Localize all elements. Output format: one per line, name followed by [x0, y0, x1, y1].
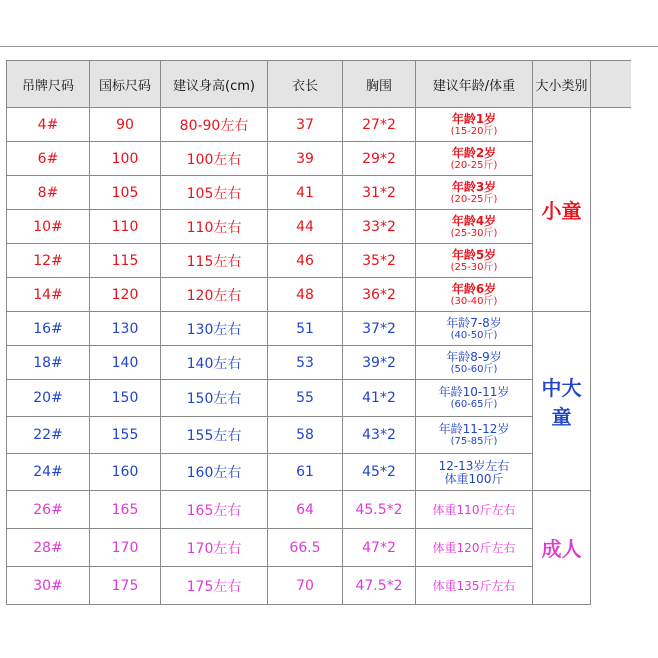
chest-cell: 41*2 — [343, 380, 416, 417]
chest-cell: 31*2 — [343, 176, 416, 210]
tag-size-cell: 8# — [7, 176, 90, 210]
weight-text: (75-85斤) — [450, 436, 498, 447]
weight-text: (25-30斤) — [450, 261, 498, 273]
height-cell: 115左右 — [161, 244, 268, 278]
age-text: 年龄8-9岁 — [446, 349, 502, 364]
chest-cell: 37*2 — [343, 312, 416, 346]
header-category: 大小类别 — [533, 61, 591, 108]
tag-size-cell: 10# — [7, 210, 90, 244]
age-weight-cell — [416, 142, 533, 176]
length-cell: 61 — [268, 454, 343, 491]
header-chest: 胸围 — [343, 61, 416, 108]
weight-text: 体重100斤 — [444, 471, 504, 486]
height-cell: 165左右 — [161, 491, 268, 529]
chest-cell: 43*2 — [343, 417, 416, 454]
age-weight-cell — [416, 176, 533, 210]
height-cell: 130左右 — [161, 312, 268, 346]
table-row — [7, 108, 631, 142]
tag-size-cell: 30# — [7, 567, 90, 605]
height-cell: 120左右 — [161, 278, 268, 312]
weight-text: (60-65斤) — [450, 399, 498, 410]
age-text: 年龄5岁 — [451, 247, 497, 262]
age-text: 年龄1岁 — [451, 111, 497, 126]
standard-size-cell: 150 — [90, 380, 161, 417]
tag-size-cell: 16# — [7, 312, 90, 346]
tag-size-cell: 12# — [7, 244, 90, 278]
height-cell: 160左右 — [161, 454, 268, 491]
length-cell: 66.5 — [268, 529, 343, 567]
age-text: 年龄6岁 — [451, 281, 497, 296]
tag-size-cell: 4# — [7, 108, 90, 142]
length-cell: 55 — [268, 380, 343, 417]
weight-text: (15-20斤) — [450, 125, 498, 137]
age-text: 年龄10-11岁 — [438, 385, 510, 399]
age-weight-cell — [416, 491, 533, 529]
age-text: 年龄2岁 — [451, 145, 497, 160]
length-cell: 53 — [268, 346, 343, 380]
weight-text: (20-25斤) — [450, 193, 498, 205]
tag-size-cell: 28# — [7, 529, 90, 567]
height-cell: 80-90左右 — [161, 108, 268, 142]
header-length: 衣长 — [268, 61, 343, 108]
age-weight-cell — [416, 210, 533, 244]
chest-cell: 29*2 — [343, 142, 416, 176]
chest-cell: 36*2 — [343, 278, 416, 312]
weight-text: (20-25斤) — [450, 159, 498, 171]
header-filler — [591, 61, 631, 108]
tag-size-cell: 18# — [7, 346, 90, 380]
age-weight-cell — [416, 380, 533, 417]
standard-size-cell: 120 — [90, 278, 161, 312]
age-weight-cell — [416, 454, 533, 491]
tag-size-cell: 22# — [7, 417, 90, 454]
weight-text: (40-50斤) — [450, 329, 498, 341]
tag-size-cell: 14# — [7, 278, 90, 312]
chest-cell: 47.5*2 — [343, 567, 416, 605]
top-divider — [0, 46, 658, 47]
weight-text: 体重120斤左右 — [432, 540, 516, 555]
length-cell: 44 — [268, 210, 343, 244]
standard-size-cell: 160 — [90, 454, 161, 491]
age-weight-cell — [416, 417, 533, 454]
header-tag-size: 吊牌尺码 — [7, 61, 90, 108]
header-age-weight: 建议年龄/体重 — [416, 61, 533, 108]
length-cell: 41 — [268, 176, 343, 210]
length-cell: 39 — [268, 142, 343, 176]
chest-cell: 45*2 — [343, 454, 416, 491]
tag-size-cell: 24# — [7, 454, 90, 491]
chest-cell: 45.5*2 — [343, 491, 416, 529]
filler-column — [591, 108, 631, 605]
age-weight-cell — [416, 346, 533, 380]
standard-size-cell: 175 — [90, 567, 161, 605]
length-cell: 37 — [268, 108, 343, 142]
age-text: 年龄11-12岁 — [438, 422, 510, 436]
standard-size-cell: 130 — [90, 312, 161, 346]
length-cell: 70 — [268, 567, 343, 605]
weight-text: (50-60斤) — [450, 363, 498, 375]
standard-size-cell: 170 — [90, 529, 161, 567]
tag-size-cell: 6# — [7, 142, 90, 176]
standard-size-cell: 155 — [90, 417, 161, 454]
weight-text: (25-30斤) — [450, 227, 498, 239]
age-weight-cell — [416, 278, 533, 312]
height-cell: 150左右 — [161, 380, 268, 417]
chest-cell: 27*2 — [343, 108, 416, 142]
standard-size-cell: 105 — [90, 176, 161, 210]
age-weight-cell — [416, 108, 533, 142]
category-small: 小童 — [533, 108, 591, 312]
length-cell: 48 — [268, 278, 343, 312]
height-cell: 105左右 — [161, 176, 268, 210]
height-cell: 140左右 — [161, 346, 268, 380]
height-cell: 100左右 — [161, 142, 268, 176]
age-text: 年龄4岁 — [451, 213, 497, 228]
height-cell: 175左右 — [161, 567, 268, 605]
length-cell: 58 — [268, 417, 343, 454]
age-weight-cell — [416, 244, 533, 278]
age-weight-cell — [416, 312, 533, 346]
standard-size-cell: 110 — [90, 210, 161, 244]
size-chart-table — [6, 60, 631, 605]
category-medium: 中大童 — [533, 312, 591, 491]
chest-cell: 33*2 — [343, 210, 416, 244]
standard-size-cell: 115 — [90, 244, 161, 278]
standard-size-cell: 140 — [90, 346, 161, 380]
tag-size-cell: 20# — [7, 380, 90, 417]
header-standard-size: 国标尺码 — [90, 61, 161, 108]
age-text: 12-13岁左右 — [438, 458, 510, 473]
chest-cell: 39*2 — [343, 346, 416, 380]
age-text: 年龄7-8岁 — [446, 315, 502, 330]
weight-text: (30-40斤) — [450, 295, 498, 307]
weight-text: 体重135斤左右 — [432, 578, 516, 593]
table-row — [7, 312, 631, 346]
age-weight-cell — [416, 567, 533, 605]
height-cell: 170左右 — [161, 529, 268, 567]
chest-cell: 47*2 — [343, 529, 416, 567]
age-weight-cell — [416, 529, 533, 567]
standard-size-cell: 100 — [90, 142, 161, 176]
category-adult: 成人 — [533, 491, 591, 605]
age-text: 年龄3岁 — [451, 179, 497, 194]
height-cell: 110左右 — [161, 210, 268, 244]
chest-cell: 35*2 — [343, 244, 416, 278]
height-cell: 155左右 — [161, 417, 268, 454]
table-row — [7, 491, 631, 529]
weight-text: 体重110斤左右 — [432, 502, 516, 517]
standard-size-cell: 165 — [90, 491, 161, 529]
length-cell: 51 — [268, 312, 343, 346]
header-height: 建议身高(cm) — [161, 61, 268, 108]
standard-size-cell: 90 — [90, 108, 161, 142]
tag-size-cell: 26# — [7, 491, 90, 529]
header-row — [7, 61, 631, 108]
length-cell: 46 — [268, 244, 343, 278]
length-cell: 64 — [268, 491, 343, 529]
